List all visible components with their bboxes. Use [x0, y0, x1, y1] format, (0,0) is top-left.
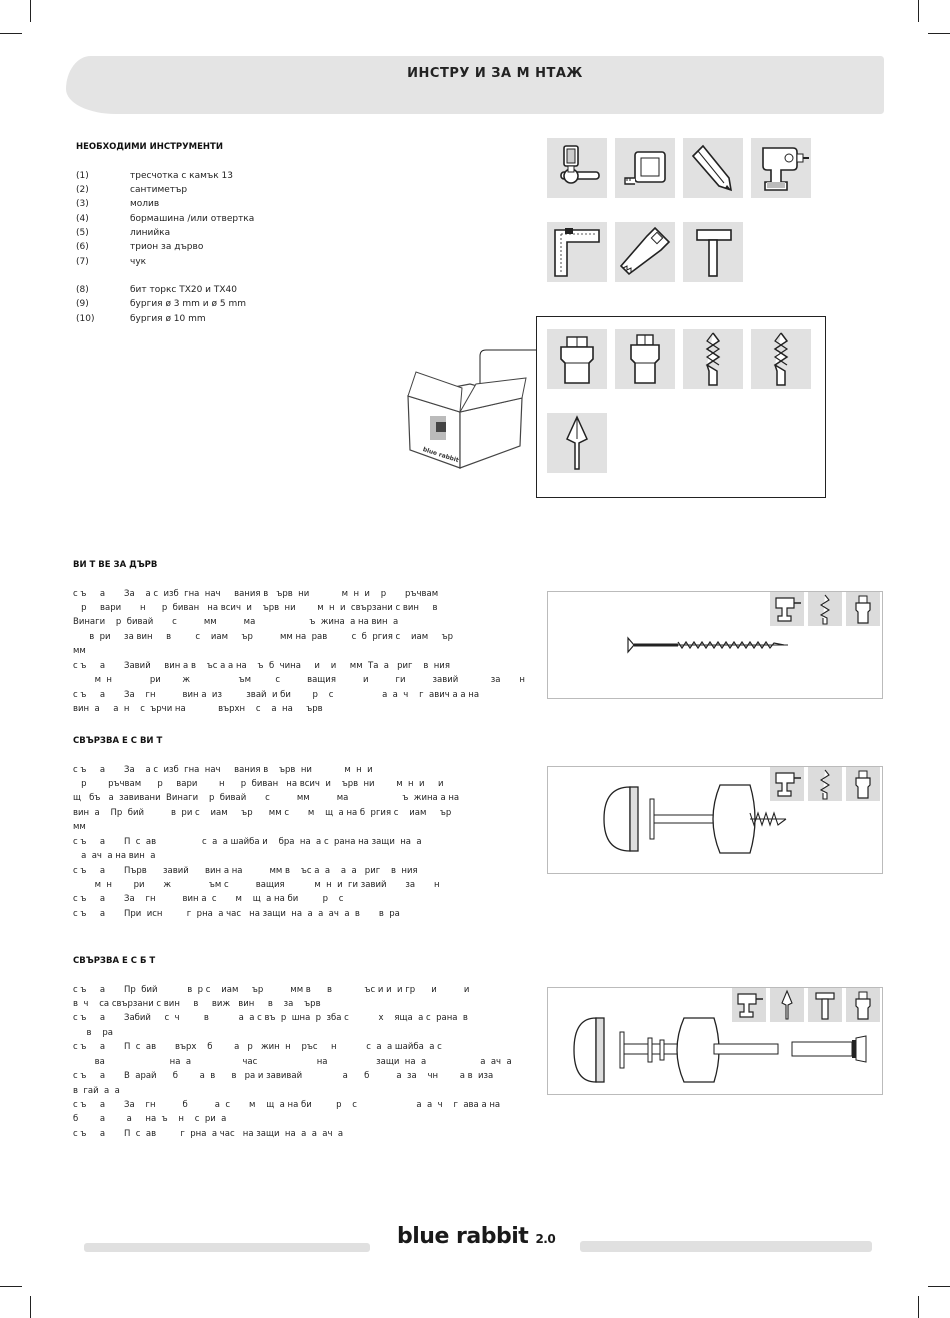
instruction-line: ва на а час на защи на а а ач а: [73, 1057, 512, 1067]
section-title: СВЪРЗВА Е С Б Т: [73, 956, 156, 966]
instruction-line: б а а на ъ н с ри а: [73, 1114, 227, 1124]
instruction-line: мм: [73, 646, 86, 656]
ratchet-wrench-icon: [547, 138, 607, 198]
tape-measure-icon: [615, 138, 675, 198]
hammer-icon: [808, 988, 842, 1022]
box-brand-label: blue rabbit: [421, 446, 460, 465]
page-title: ИНСТРУ И ЗА М НТАЖ: [407, 66, 583, 81]
instruction-line: с ъ а П с ав с а а шайба и бра на а с рана на защи на а: [73, 837, 422, 847]
crop-mark: [0, 1286, 22, 1287]
tool-item: (7) чук: [76, 257, 147, 267]
drill-bit-icon: [751, 329, 811, 389]
tool-item: (9) бургия ø 3 mm и ø 5 mm: [76, 299, 246, 309]
instruction-line: вин а Пр бий в ри с иам ър мм с м щ а на б ргия с иам ър: [73, 808, 452, 818]
crop-mark: [918, 0, 919, 22]
footer-bar: [580, 1241, 872, 1252]
torx-bit-icon: [846, 592, 880, 626]
instruction-line: с ъ а Забий с ч в а а с въ р шна р зба с х яща а с рана в: [73, 1013, 468, 1023]
cardboard-box-icon: [400, 364, 530, 470]
instruction-line: с ъ а Първ завий вин а на мм в ъс а а а а риг в ния: [73, 866, 418, 876]
tool-item: (6) трион за дърво: [76, 242, 204, 252]
torx-bit-icon: [547, 329, 607, 389]
tool-item: (1) тресчотка с камък 13: [76, 171, 233, 181]
instruction-line: щ бъ а завивани Винаги р бивай с мм ма ъ жина а на: [73, 793, 460, 803]
instruction-line: в ч са свързани с вин в виж вин в за ърв: [73, 999, 321, 1009]
section-title: СВЪРЗВА Е С ВИ Т: [73, 736, 163, 746]
instruction-line: Винаги р бивай с мм ма ъ жина а на вин а: [73, 617, 399, 627]
instruction-line: с ъ а За гн вин а из звай и би р с а а ч г авич а а на: [73, 690, 480, 700]
instruction-line: вин а а н с ърчи на върхн с а на ърв: [73, 704, 323, 714]
header-band: [66, 56, 884, 114]
instruction-line: с ъ а Пр бий в р с иам ър мм в в ъс и и и гр и и: [73, 985, 470, 995]
crop-mark: [918, 1296, 919, 1318]
instruction-line: с ъ а Завий вин а в ъс а а на ъ б чина и и мм Та а риг в ния: [73, 661, 450, 671]
instruction-line: м н ри ж ъм с ващия м н и ги завий за н: [73, 880, 440, 890]
tool-item: (3) молив: [76, 199, 160, 209]
crop-mark: [928, 33, 950, 34]
tool-item: (8) бит торкс TX20 и TX40: [76, 285, 238, 295]
instruction-line: с ъ а За гн вин а с м щ а на би р с: [73, 894, 344, 904]
instruction-line: в ри за вин в с иам ър мм на рав с б ргия с иам ър: [73, 632, 454, 642]
pencil-icon: [683, 138, 743, 198]
tool-item: (5) линийка: [76, 228, 171, 238]
tools-section-title: НЕОБХОДИМИ ИНСТРУМЕНТИ: [76, 142, 223, 152]
drill-bit-icon: [683, 329, 743, 389]
section-title: ВИ Т ВЕ ЗА ДЪРВ: [73, 560, 158, 570]
instruction-line: с ъ а За гн б а с м щ а на би р с а а ч г ава а на: [73, 1100, 501, 1110]
instruction-line: р вари н р биван на всич и ърв ни м н и свързани с вин в: [73, 603, 438, 613]
instruction-line: с ъ а П с ав г рна а час на защи на а а ач а: [73, 1129, 344, 1139]
spade-bit-icon: [547, 413, 607, 473]
crop-mark: [928, 1286, 950, 1287]
saw-icon: [615, 222, 675, 282]
drill-bit-icon: [808, 767, 842, 801]
instruction-line: с ъ а За а с изб гна нач вания в ърв ни м н и р ръчвам: [73, 589, 439, 599]
torx-bit-icon: [846, 767, 880, 801]
hammer-icon: [683, 222, 743, 282]
brand-logo: blue rabbit 2.0: [397, 1224, 556, 1249]
instruction-line: с ъ а В арай б а в в ра и завивай а б а за чн а в иза: [73, 1071, 494, 1081]
drill-icon: [770, 592, 804, 626]
drill-icon: [751, 138, 811, 198]
tool-item: (2) сантиметър: [76, 185, 188, 195]
instruction-line: с ъ а При исн г рна а час на защи на а а ач а в в ра: [73, 909, 400, 919]
drill-icon: [770, 767, 804, 801]
drill-bit-icon: [808, 592, 842, 626]
torx-bit-icon: [615, 329, 675, 389]
drill-icon: [732, 988, 766, 1022]
instruction-line: м н ри ж ъм с ващия и ги завий за н: [73, 675, 525, 685]
footer-bar: [84, 1243, 370, 1252]
instruction-line: р ръчвам р вари н р биван на всич и ърв ни м н и и: [73, 779, 444, 789]
instruction-line: с ъ а П с ав върх б а р жин н ръс н с а а шайба а с: [73, 1042, 442, 1052]
instruction-line: в гай а а: [73, 1086, 120, 1096]
crop-mark: [30, 1296, 31, 1318]
instruction-line: в ра: [73, 1028, 113, 1038]
instruction-line: с ъ а За а с изб гна нач вания в ърв ни м н и: [73, 765, 373, 775]
tool-item: (10) бургия ø 10 mm: [76, 314, 206, 324]
torx-bit-icon: [846, 988, 880, 1022]
crop-mark: [0, 33, 22, 34]
square-ruler-icon: [547, 222, 607, 282]
spade-bit-icon: [770, 988, 804, 1022]
crop-mark: [30, 0, 31, 22]
tool-item: (4) бормашина /или отвертка: [76, 214, 255, 224]
instruction-line: мм: [73, 822, 86, 832]
instruction-line: а ач а на вин а: [73, 851, 156, 861]
